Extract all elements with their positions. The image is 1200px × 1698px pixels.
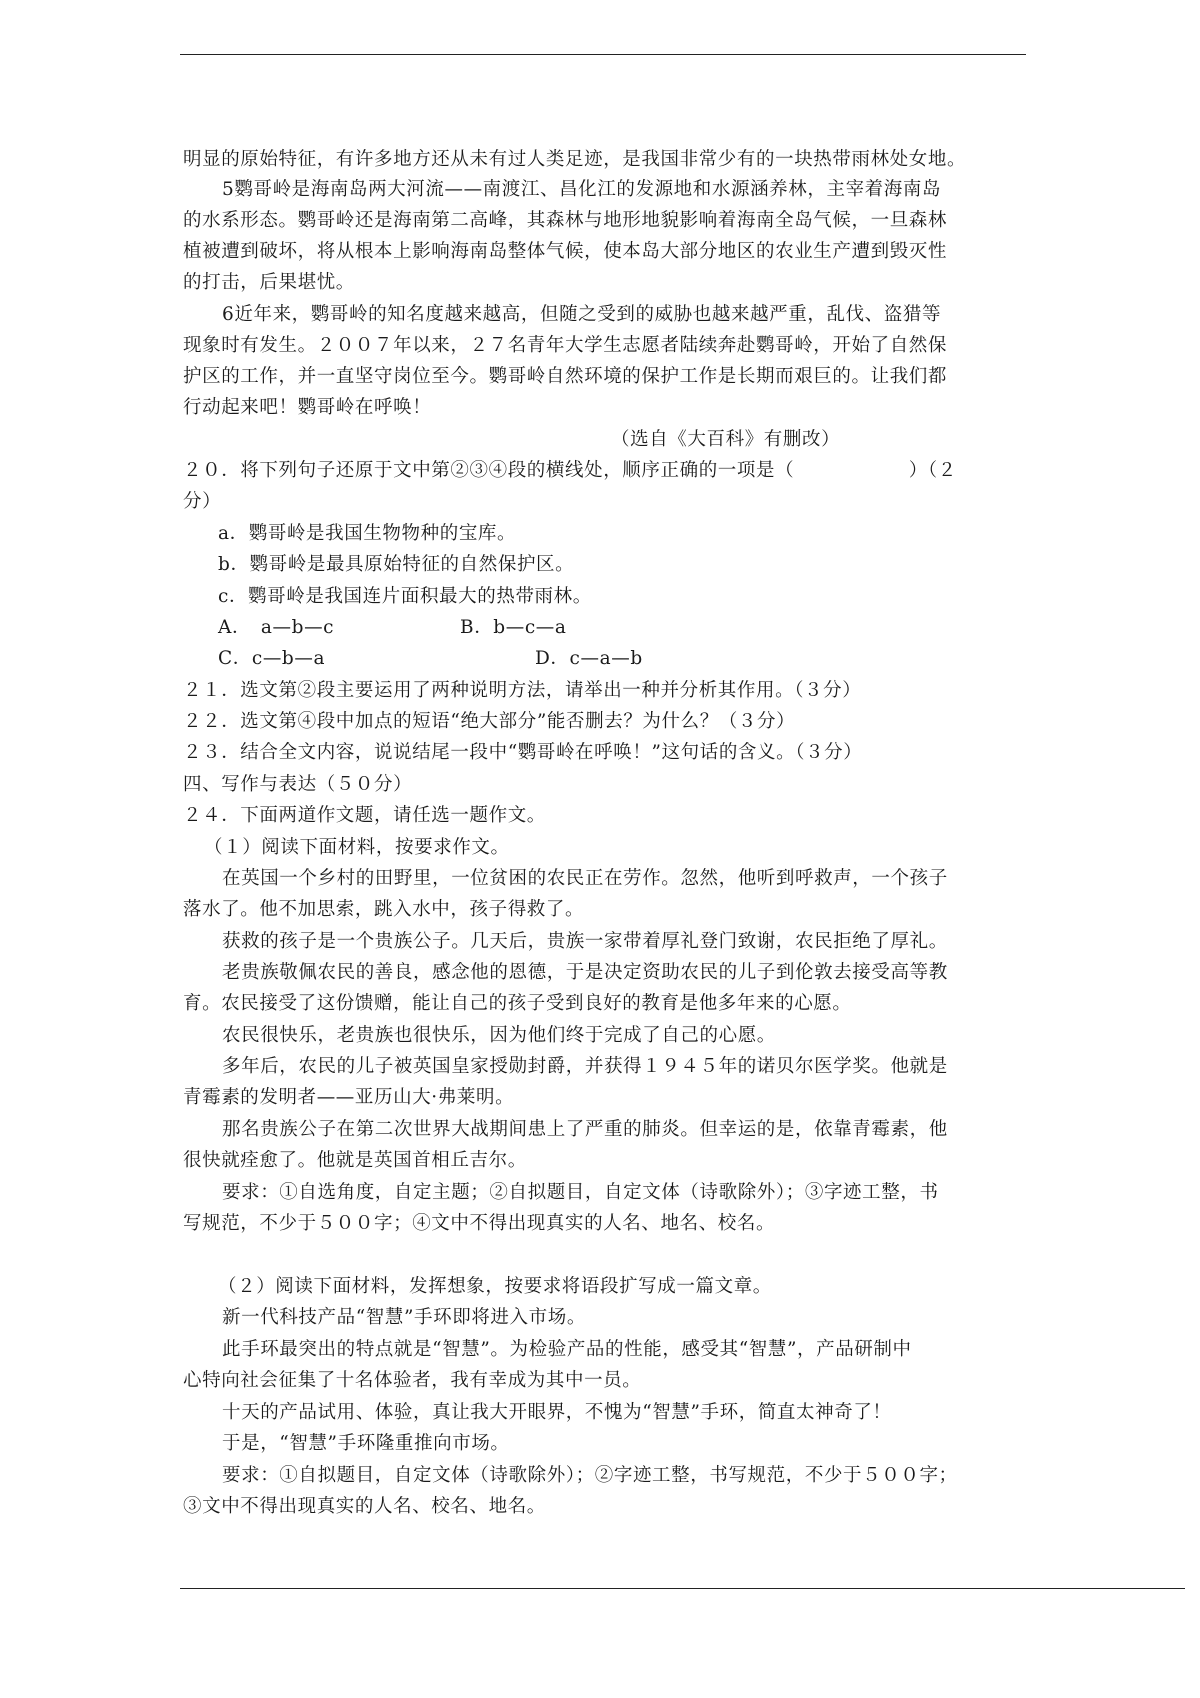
text-line: 很快就痊愈了。他就是英国首相丘吉尔。 [183,1150,527,1171]
text-line: ③文中不得出现真实的人名、校名、地名。 [183,1496,546,1517]
text-line: 多年后，农民的儿子被英国皇家授勋封爵，并获得１９４５年的诺贝尔医学奖。他就是 [222,1056,948,1077]
option-b-sentence: b．鹦哥岭是最具原始特征的自然保护区。 [218,554,575,575]
text-line: 的打击，后果堪忧。 [183,272,355,293]
option-c-sentence: c．鹦哥岭是我国连片面积最大的热带雨林。 [218,586,592,607]
text-line: 的水系形态。鹦哥岭还是海南第二高峰，其森林与地形地貌影响着海南全岛气候，一旦森林 [183,210,948,231]
text-line: 行动起来吧！鹦哥岭在呼唤！ [183,397,432,418]
prompt-2-heading: （２）阅读下面材料，发挥想象，按要求将语段扩写成一篇文章。 [218,1276,772,1297]
paragraph-5-line: 5鹦哥岭是海南岛两大河流——南渡江、昌化江的发源地和水源涵养林，主宰着海南岛 [222,179,942,200]
question-20: ２０．将下列句子还原于文中第②③④段的横线处，顺序正确的一项是（ ）（２ [183,460,957,481]
question-23: ２３．结合全文内容，说说结尾一段中“鹦哥岭在呼唤！”这句话的含义。（３分） [183,742,863,763]
choice-C: C．c—b—a [218,648,326,669]
text-line: 青霉素的发明者——亚历山大·弗莱明。 [183,1087,515,1108]
text-line: 在英国一个乡村的田野里，一位贫困的农民正在劳作。忽然，他听到呼救声，一个孩子 [222,868,948,889]
choice-B: B．b—c—a [460,617,567,638]
text-line: 写规范，不少于５００字；④文中不得出现真实的人名、地名、校名。 [183,1213,776,1234]
prompt-1-heading: （１）阅读下面材料，按要求作文。 [204,837,510,858]
text-line: 护区的工作，并一直坚守岗位至今。鹦哥岭自然环境的保护工作是长期而艰巨的。让我们都 [183,366,948,387]
text-line: 分） [183,491,222,512]
text-line: 植被遭到破坏，将从根本上影响海南岛整体气候，使本岛大部分地区的农业生产遭到毁灭性 [183,241,948,262]
question-21: ２１．选文第②段主要运用了两种说明方法，请举出一种并分析其作用。（３分） [183,680,862,701]
paragraph-6-line: 6近年来，鹦哥岭的知名度越来越高，但随之受到的威胁也越来越严重，乱伐、盗猎等 [222,304,942,325]
text-line: 老贵族敬佩农民的善良，感念他的恩德，于是决定资助农民的儿子到伦敦去接受高等教 [222,962,948,983]
text-line: 现象时有发生。２００７年以来，２７名青年大学生志愿者陆续奔赴鹦哥岭，开始了自然保 [183,335,948,356]
top-rule [180,54,1026,55]
text-line: 获救的孩子是一个贵族公子。几天后，贵族一家带着厚礼登门致谢，农民拒绝了厚礼。 [222,931,948,952]
text-line: 落水了。他不加思索，跳入水中，孩子得救了。 [183,899,585,920]
text-line: 此手环最突出的特点就是“智慧”。为检验产品的性能，感受其“智慧”，产品研制中 [222,1339,912,1360]
text-line: 十天的产品试用、体验，真让我大开眼界，不愧为“智慧”手环，简直太神奇了！ [222,1402,892,1423]
choice-A: A． a—b—c [218,617,335,638]
choice-D: D．c—a—b [535,648,643,669]
bottom-rule [180,1588,1185,1589]
question-24: ２４．下面两道作文题，请任选一题作文。 [183,805,546,826]
source-citation: （选自《大百科》有删改） [611,429,841,450]
text-line: 新一代科技产品“智慧”手环即将进入市场。 [222,1307,586,1328]
text-line: 于是，“智慧”手环隆重推向市场。 [222,1433,510,1454]
text-line: 那名贵族公子在第二次世界大战期间患上了严重的肺炎。但幸运的是，依靠青霉素，他 [222,1119,948,1140]
requirements-2: 要求：①自拟题目，自定文体（诗歌除外）；②字迹工整，书写规范，不少于５００字； [222,1465,958,1486]
text-line: 农民很快乐，老贵族也很快乐，因为他们终于完成了自己的心愿。 [222,1025,776,1046]
question-22: ２２．选文第④段中加点的短语“绝大部分”能否删去？为什么？（３分） [183,711,796,732]
text-line: 心特向社会征集了十名体验者，我有幸成为其中一员。 [183,1370,642,1391]
section-heading: 四、写作与表达（５０分） [183,774,413,795]
text-line: 育。农民接受了这份馈赠，能让自己的孩子受到良好的教育是他多年来的心愿。 [183,993,852,1014]
requirements-1: 要求：①自选角度，自定主题；②自拟题目，自定文体（诗歌除外）；③字迹工整，书 [222,1182,939,1203]
text-line: 明显的原始特征，有许多地方还从未有过人类足迹，是我国非常少有的一块热带雨林处女地。 [183,149,967,170]
option-a-sentence: a．鹦哥岭是我国生物物种的宝库。 [218,523,517,544]
